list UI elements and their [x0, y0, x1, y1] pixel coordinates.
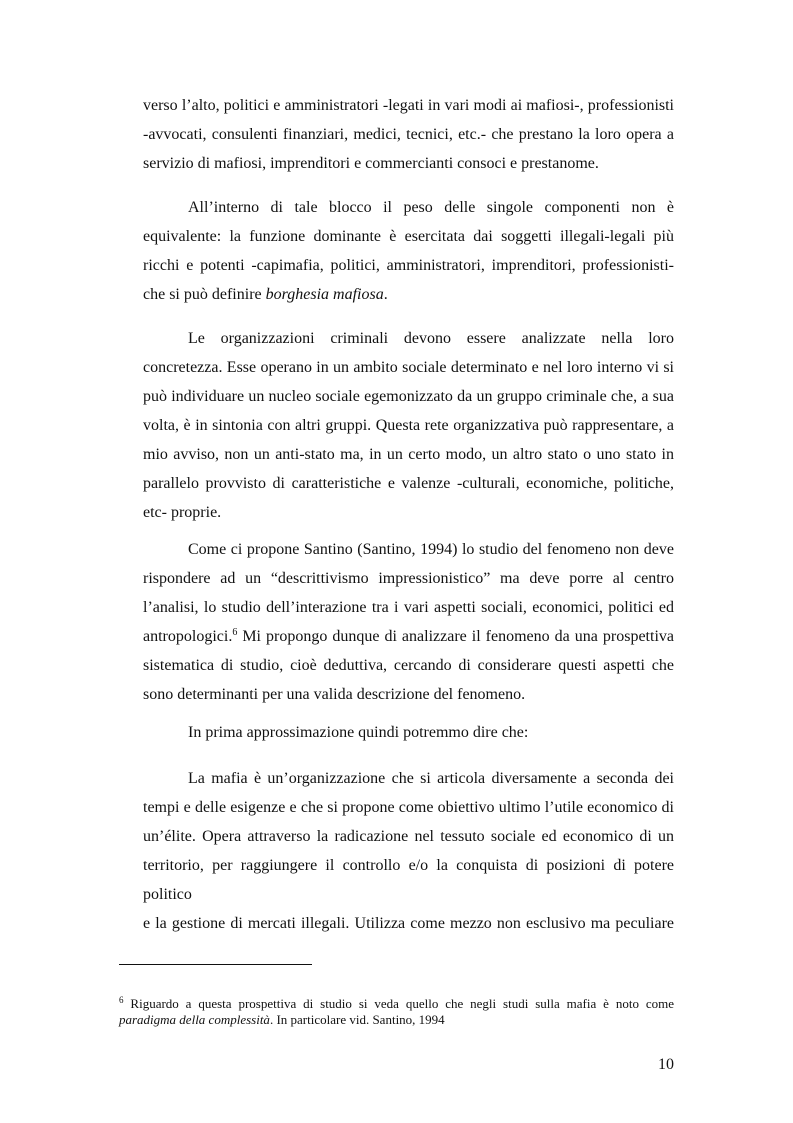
text-fragment: .	[383, 286, 388, 303]
text-line: e la gestione di mercati illegali. Utilizza come mezzo non esclusivo ma peculiare	[143, 915, 674, 932]
footnote-line	[119, 996, 674, 1012]
text-line: volta, è in sintonia con altri gruppi. Questa rete organizzativa può rappresentare, a	[143, 417, 674, 434]
paragraph-1	[143, 91, 674, 178]
text-line: concretezza. Esse operano in un ambito sociale determinato e nel loro interno vi si	[143, 359, 674, 376]
text-line: etc- proprie.	[143, 504, 222, 521]
text-line	[143, 280, 674, 309]
footnote-line	[119, 1012, 674, 1028]
footnote-italic: paradigma della complessità	[119, 1012, 270, 1027]
text-line: sono determinanti per una valida descrizione del fenomeno.	[143, 686, 526, 703]
paragraph-6	[143, 764, 674, 938]
text-line: un’élite. Opera attraverso la radicazione nel tessuto sociale ed economico di un	[143, 828, 674, 845]
text-line	[143, 622, 674, 651]
text-line: All’interno di tale blocco il peso delle singole componenti non è	[188, 199, 674, 216]
text-line: equivalente: la funzione dominante è esercitata dai soggetti illegali-legali più	[143, 228, 674, 245]
text-line: servizio di mafiosi, imprenditori e commercianti consoci e prestanome.	[143, 155, 599, 172]
text-line: l’analisi, lo studio dell’interazione tra i vari aspetti sociali, economici, politici ed	[143, 599, 674, 616]
text-line: In prima approssimazione quindi potremmo dire che:	[188, 724, 529, 741]
text-line: parallelo provvisto di caratteristiche e valenze -culturali, economiche, politiche,	[143, 475, 674, 492]
paragraph-2	[143, 193, 674, 309]
page-number: 10	[658, 1056, 674, 1073]
italic-term: borghesia mafiosa	[265, 286, 384, 303]
text-line: -avvocati, consulenti finanziari, medici, tecnici, etc.- che prestano la loro opera a	[143, 126, 674, 143]
text-line: rispondere ad un “descrittivismo impressionistico” ma deve porre al centro	[143, 570, 674, 587]
text-line: territorio, per raggiungere il controllo e/o la conquista di posizioni di potere politico	[143, 857, 674, 903]
paragraph-4	[143, 535, 674, 709]
text-fragment: antropologici.	[143, 628, 233, 645]
paragraph-5	[143, 718, 674, 747]
footnote-text: Riguardo a questa prospettiva di studio si veda quello che negli studi sulla mafia è noto come	[130, 996, 674, 1011]
footnote-mark: 6	[119, 995, 124, 1005]
text-line: tempi e delle esigenze e che si propone come obiettivo ultimo l’utile economico di	[143, 799, 674, 816]
paragraph-3	[143, 324, 674, 527]
footnote-separator	[119, 964, 312, 965]
text-fragment: Mi propongo dunque di analizzare il fenomeno da una prospettiva	[237, 628, 674, 645]
text-line: La mafia è un’organizzazione che si articola diversamente a seconda dei	[188, 770, 674, 787]
text-line: Le organizzazioni criminali devono essere analizzate nella loro	[188, 330, 674, 347]
text-line: può individuare un nucleo sociale egemonizzato da un gruppo criminale che, a sua	[143, 388, 674, 405]
text-line: verso l’alto, politici e amministratori -legati in vari modi ai mafiosi-, professionisti	[143, 97, 674, 114]
footnote-reference[interactable]: 6	[232, 627, 238, 638]
footnote	[119, 996, 674, 1028]
text-line: sistematica di studio, cioè deduttiva, cercando di considerare questi aspetti che	[143, 657, 674, 674]
text-fragment: che si può definire	[143, 286, 266, 303]
footnote-text: . In particolare vid. Santino, 1994	[269, 1012, 445, 1027]
text-line: ricchi e potenti -capimafia, politici, amministratori, imprenditori, professionisti-	[143, 257, 674, 274]
text-line: Come ci propone Santino (Santino, 1994) lo studio del fenomeno non deve	[188, 541, 674, 558]
text-line: mio avviso, non un anti-stato ma, in un certo modo, un altro stato o uno stato in	[143, 446, 674, 463]
